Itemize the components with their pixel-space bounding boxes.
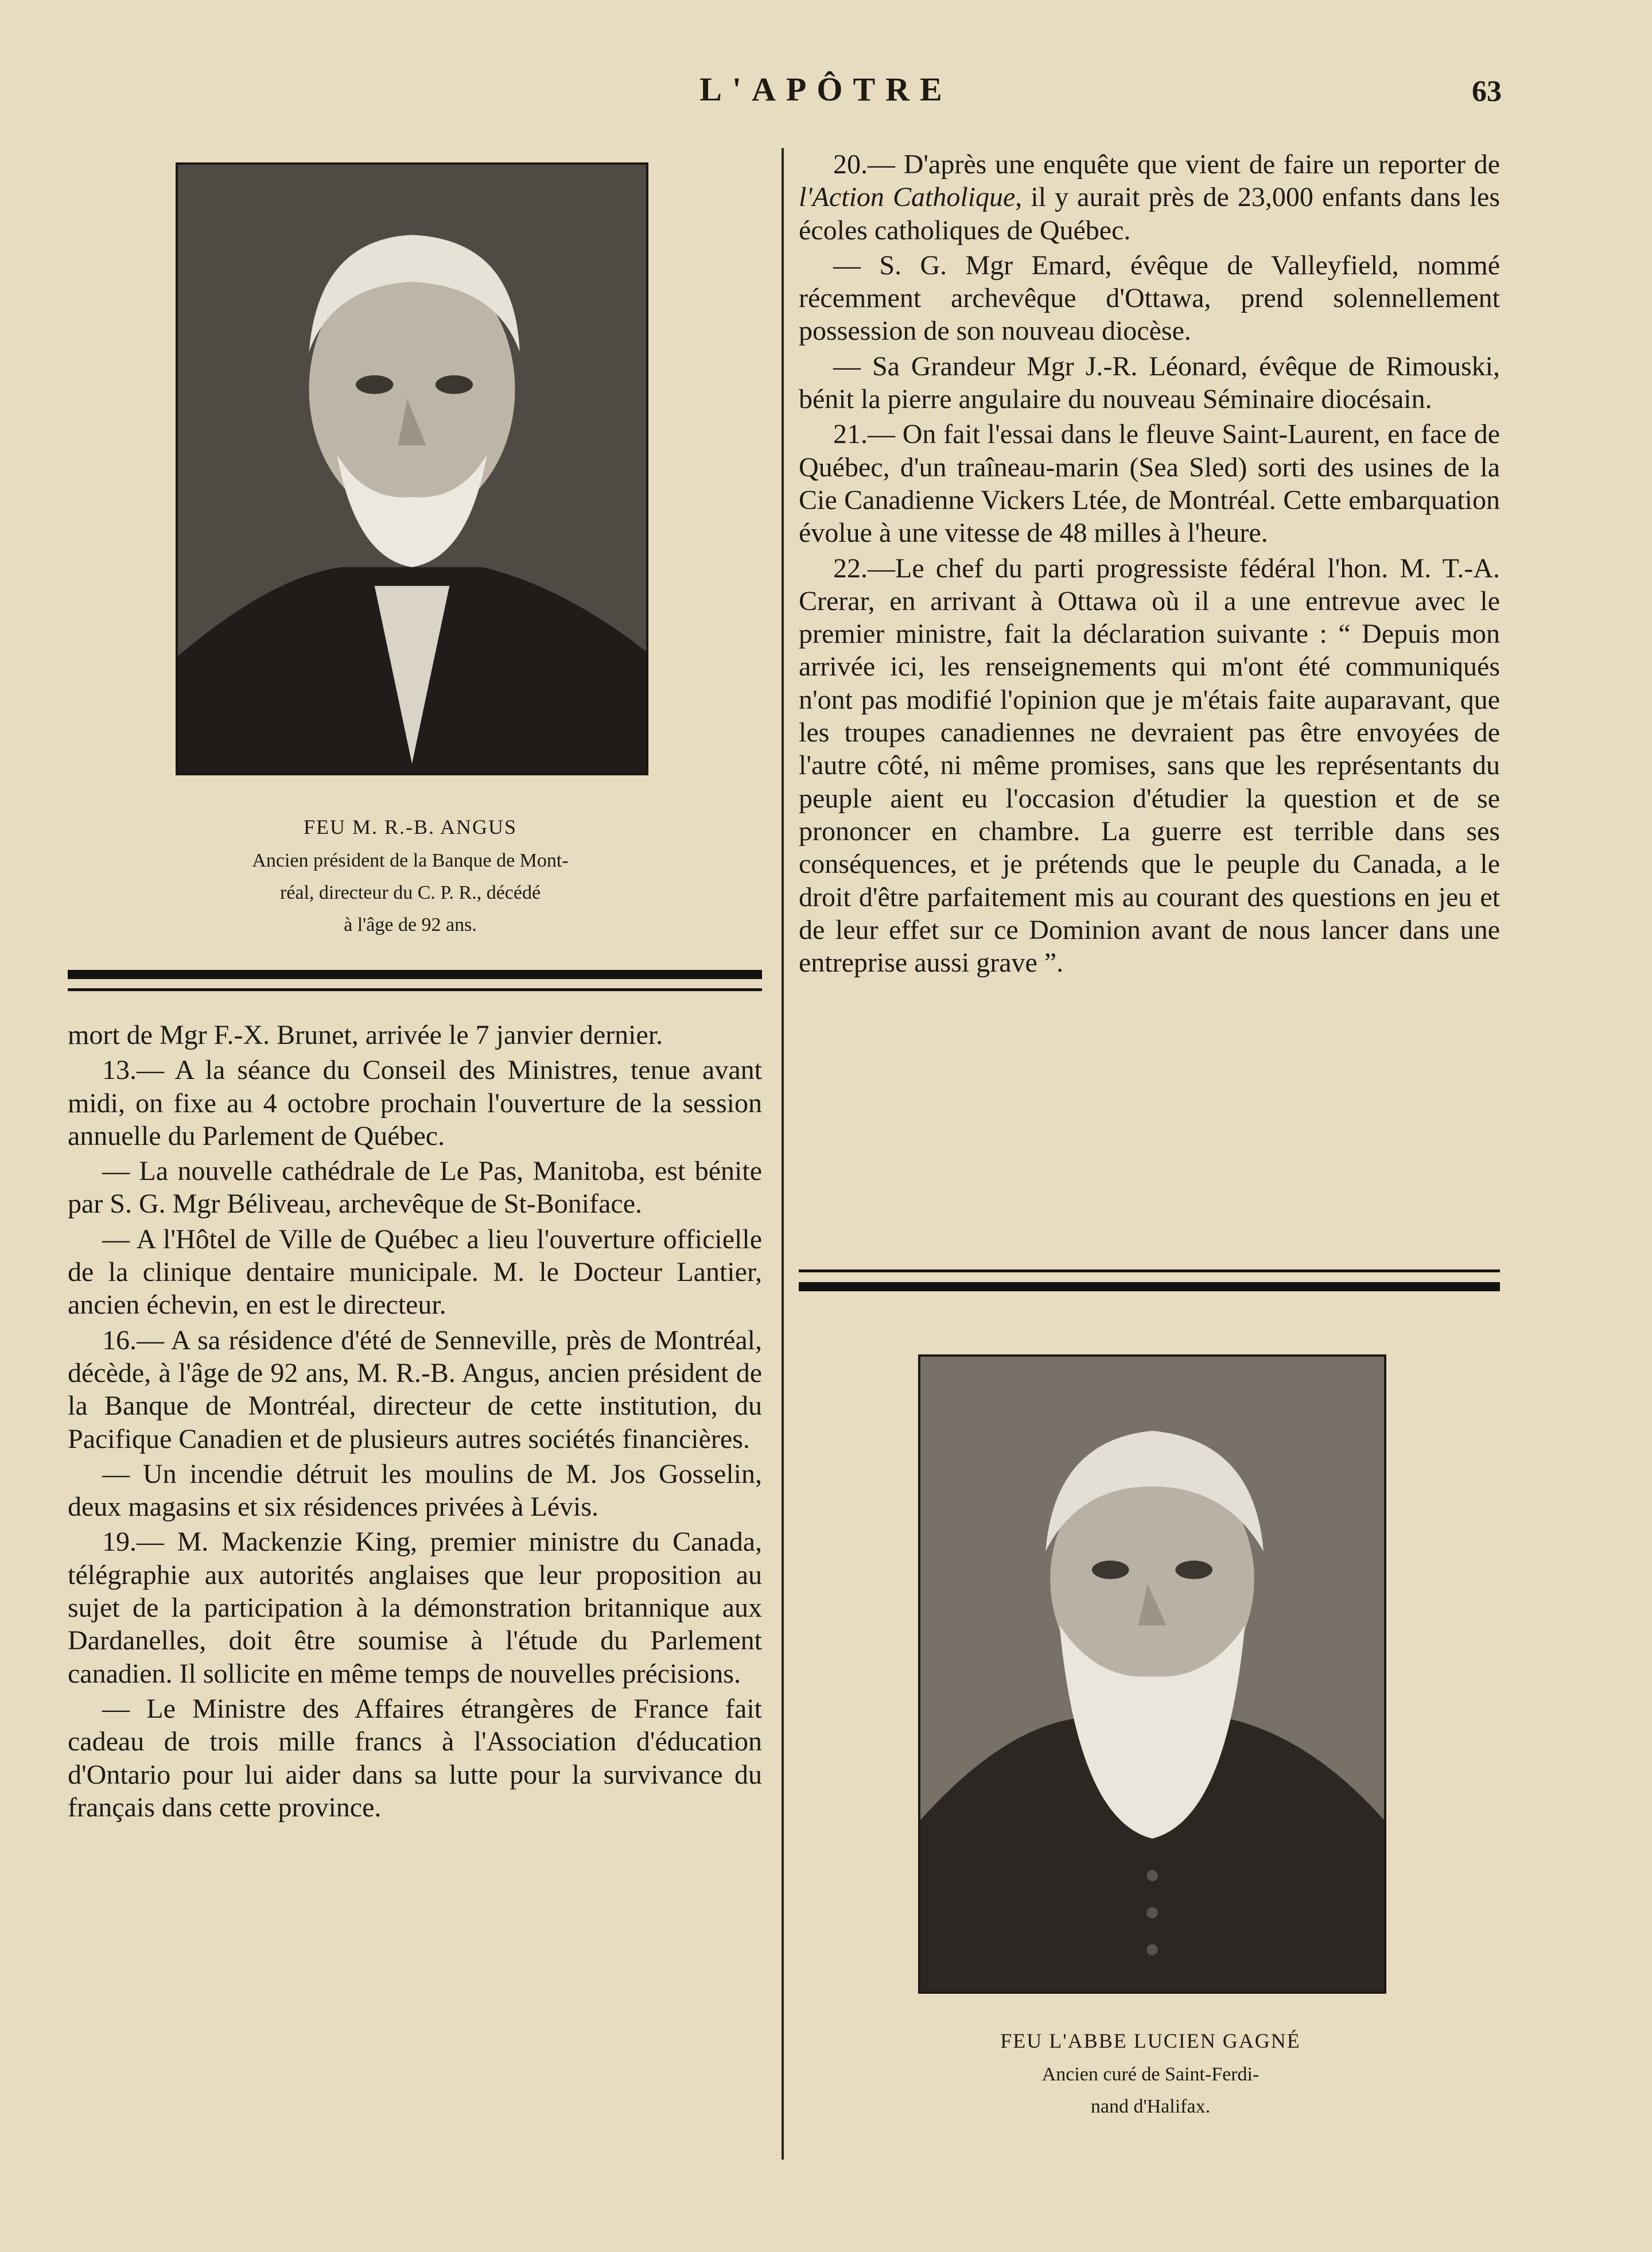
portrait-photo-gagne: [918, 1354, 1386, 1994]
paragraph: 21.— On fait l'essai dans le fleuve Saint-Laurent, en face de Québec, d'un traîneau-marin (Sea Sled) sorti des usines de la Cie Canadienne Vickers Ltée, de Montréal. Cette embarquation évolue à une vitesse de 48 milles à l'heure.: [799, 419, 1500, 549]
section-rule-thin: [799, 1269, 1500, 1272]
section-rule-thick: [68, 970, 762, 979]
paragraph: 19.— M. Mackenzie King, premier ministre du Canada, télégraphie aux autorités anglaises que leur proposition au sujet de la participation à la démonstration britannique aux Dardanelles, doit être soumise à l'étude du Parlement canadien. Il sollicite en même temps de nouvelles précisions.: [68, 1527, 762, 1689]
running-title: L'APÔTRE: [699, 71, 953, 108]
paragraph: — Un incendie détruit les moulins de M. Jos Gosselin, deux magasins et six résidences privées à Lévis.: [68, 1458, 762, 1523]
paragraph: mort de Mgr F.-X. Brunet, arrivée le 7 janvier dernier.: [68, 1020, 663, 1050]
caption-gagne: [895, 2029, 1406, 2123]
paragraph: — La nouvelle cathédrale de Le Pas, Manitoba, est bénite par S. G. Mgr Béliveau, archevêque de St-Boniface.: [68, 1156, 762, 1220]
caption-angus-line: Ancien président de la Banque de Mont-: [252, 850, 569, 871]
caption-angus: [161, 815, 660, 941]
publication-title: l'Action Catholique: [799, 182, 1016, 213]
page-number: 63: [1472, 75, 1502, 108]
text-run: , il y aurait près de 23,000 enfants dans les écoles catholiques de Québec.: [799, 182, 1500, 246]
photo-gagne-image: [920, 1357, 1384, 1991]
right-column-text: [799, 148, 1500, 981]
caption-gagne-line: nand d'Halifax.: [1090, 2096, 1211, 2117]
section-rule-thick: [799, 1282, 1500, 1291]
caption-angus-name: FEU M. R.-B. ANGUS: [303, 816, 518, 838]
paragraph: 13.— A la séance du Conseil des Ministres, tenue avant midi, on fixe au 4 octobre prochain l'ouverture de la session annuelle du Parlement de Québec.: [68, 1055, 762, 1151]
paragraph: 22.—Le chef du parti progressiste fédéral l'hon. M. T.-A. Crerar, en arrivant à Ottawa où il a une entrevue avec le premier ministre, fait la déclaration suivante : “ Depuis mon arrivée ici, les renseignements qui m'ont été communiqués n'ont pas modifié l'opinion que je m'étais faite auparavant, que les troupes canadiennes ne devraient pas être envoyées de l'autre côté, ni même promises, sans que les représentants du peuple aient eu l'occasion d'étudier la question et de se prononcer en chambre. La guerre est terrible dans ses conséquences, et je prétends que le peuple du Canada, a le droit d'être parfaitement mis au courant des questions en jeu et de leur effet sur ce Dominion avant de nous lancer dans une entreprise aussi grave ”.: [799, 553, 1500, 979]
paragraph: — Le Ministre des Affaires étrangères de France fait cadeau de trois mille francs à l'Association d'éducation d'Ontario pour lui aider dans sa lutte pour la survivance du français dans cette province.: [68, 1693, 762, 1823]
column-divider: [782, 148, 784, 2160]
caption-gagne-name: FEU L'ABBE LUCIEN GAGNÉ: [1000, 2029, 1301, 2052]
paragraph: — A l'Hôtel de Ville de Québec a lieu l'ouverture officielle de la clinique dentaire municipale. M. le Docteur Lantier, ancien échevin, en est le directeur.: [68, 1224, 762, 1321]
caption-angus-line: réal, directeur du C. P. R., décédé: [279, 882, 541, 903]
section-rule-thin: [68, 988, 762, 991]
caption-angus-line: à l'âge de 92 ans.: [344, 914, 477, 935]
caption-gagne-line: Ancien curé de Saint-Ferdi-: [1041, 2064, 1260, 2085]
paragraph: [799, 148, 1500, 247]
paragraph: — S. G. Mgr Emard, évêque de Valleyfield, nommé récemment archevêque d'Ottawa, prend solennellement possession de son nouveau diocèse.: [799, 250, 1500, 347]
photo-angus-image: [178, 165, 646, 773]
text-run: 20.— D'après une enquête que vient de faire un reporter de: [833, 149, 1500, 180]
paragraph: — Sa Grandeur Mgr J.-R. Léonard, évêque de Rimouski, bénit la pierre angulaire du nouveau Séminaire diocésain.: [799, 351, 1500, 415]
left-column-text: [68, 1019, 762, 1826]
paragraph: 16.— A sa résidence d'été de Senneville, près de Montréal, décède, à l'âge de 92 ans, M. R.-B. Angus, ancien président de la Banque de Montréal, directeur de cette institution, du Pacifique Canadien et de plusieurs autres sociétés financières.: [68, 1325, 762, 1454]
portrait-photo-angus: [176, 162, 648, 775]
